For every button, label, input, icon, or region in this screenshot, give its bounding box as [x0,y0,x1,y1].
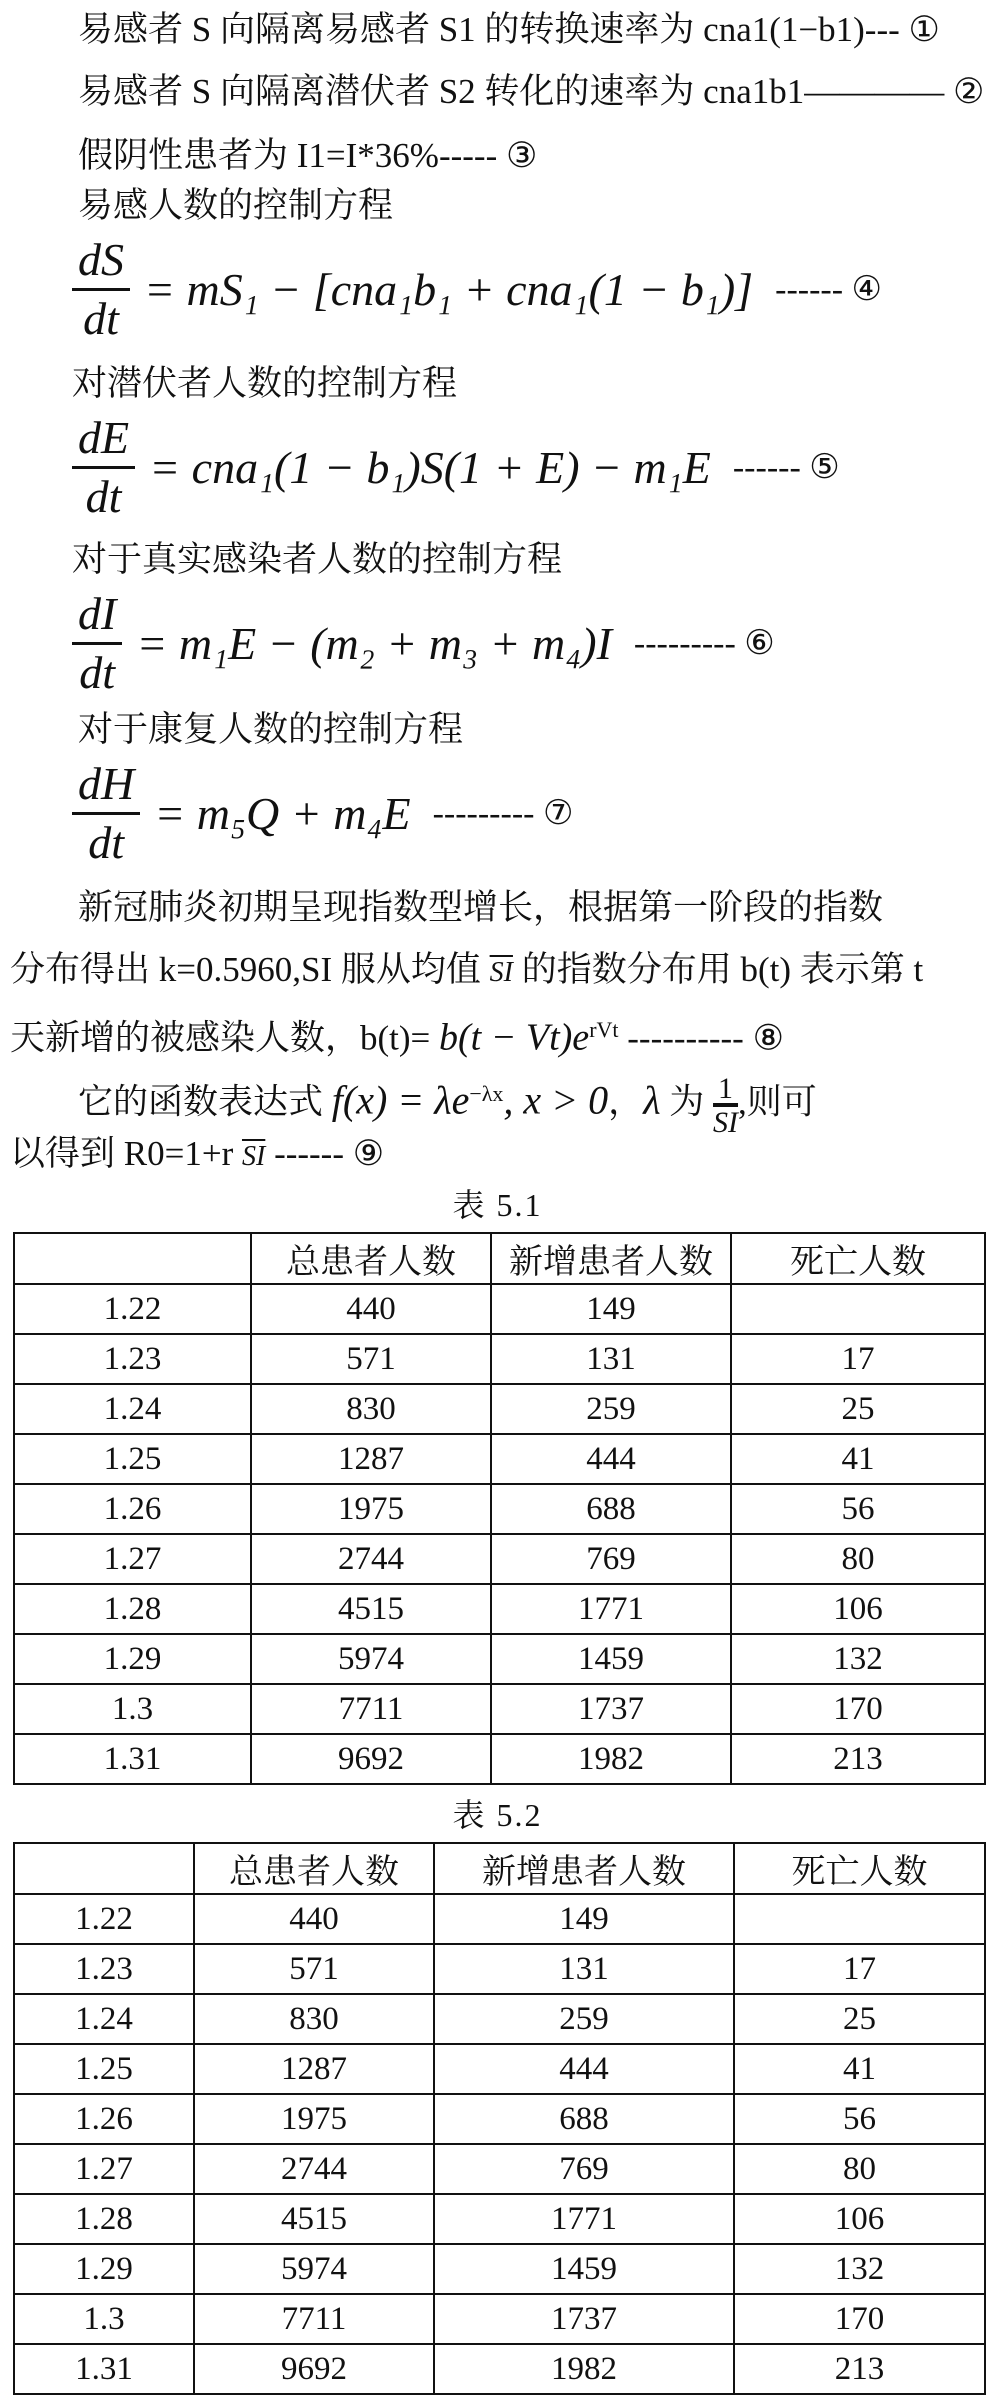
date-cell: 1.28 [14,1584,251,1634]
table-row [14,1994,985,2044]
table-cell: 131 [434,1944,734,1994]
table-cell: 259 [491,1384,731,1434]
table-cell: 1975 [251,1484,491,1534]
paragraph-1-line-3: 天新增的被感染人数，$b(t)= b(t - Vt)e^{rVt}$ ---------- ⑧ [10,1016,784,1059]
table-1 [13,1232,986,1785]
date-cell: 1.3 [14,2294,194,2344]
table-row [14,2294,985,2344]
table-cell: 213 [734,2344,985,2394]
date-cell: 1.31 [14,1734,251,1784]
table-cell: 170 [731,1684,985,1734]
table-row [14,1944,985,1994]
table-cell: 1771 [434,2194,734,2244]
table-cell: 1737 [491,1684,731,1734]
table-cell: 7711 [194,2294,434,2344]
table-row [14,2144,985,2194]
table-cell: 4515 [194,2194,434,2244]
table-cell: 17 [734,1944,985,1994]
date-cell: 1.26 [14,1484,251,1534]
text-line-4: 易感人数的控制方程 [78,186,394,225]
text-line-3: 假阴性患者为 I1=I*36%----- ③ [78,136,538,175]
table-header-cell: 总患者人数 [194,1843,434,1894]
table-cell: 9692 [251,1734,491,1784]
date-cell: 1.29 [14,2244,194,2294]
table-row [14,2044,985,2094]
table-cell: 830 [194,1994,434,2044]
table-row [14,1534,985,1584]
table-cell: 106 [734,2194,985,2244]
table-header-cell: 死亡人数 [731,1233,985,1284]
table-cell: 170 [734,2294,985,2344]
date-cell: 1.27 [14,2144,194,2194]
equation-6: $\frac{dI}{dt}$ = m₁E − (m₂ + m₃ + m₄)I --------- ⑥ [72,586,775,701]
table-cell: 571 [194,1944,434,1994]
table-cell: 25 [731,1384,985,1434]
table-cell: 7711 [251,1684,491,1734]
table-cell: 131 [491,1334,731,1384]
table-cell: 56 [731,1484,985,1534]
table-cell: 132 [734,2244,985,2294]
table-header-cell: 新增患者人数 [491,1233,731,1284]
table-header-row [14,1843,985,1894]
paragraph-1-line-1: 新冠肺炎初期呈现指数型增长，根据第一阶段的指数 [78,888,884,927]
equation-4: $\frac{dS}{dt}$ = mS₁ − [cna₁b₁ + cna₁(1 − b₁)] ------ ④ [72,232,882,347]
table-cell: 440 [251,1284,491,1334]
table-cell: 1982 [491,1734,731,1784]
date-cell: 1.26 [14,2094,194,2144]
table-cell: 1287 [251,1434,491,1484]
paragraph-1-line-2: 分布得出 k=0.5960,SI 服从均值 $\overline{SI}$ 的指数分布用 b(t) 表示第 t [10,950,924,989]
table-cell: 1459 [491,1634,731,1684]
table-row [14,1584,985,1634]
table-cell: 9692 [194,2344,434,2394]
table-row [14,2344,985,2394]
table-cell: 5974 [251,1634,491,1684]
table-cell: 106 [731,1584,985,1634]
table-cell: 444 [491,1434,731,1484]
text-line-2: 易感者 S 向隔离潜伏者 S2 转化的速率为 cna1b1———— ② [78,72,985,111]
table-row [14,1634,985,1684]
date-cell: 1.22 [14,1284,251,1334]
table-row [14,1284,985,1334]
table-cell: 213 [731,1734,985,1784]
table-cell: 41 [734,2044,985,2094]
equation-7: $\frac{dH}{dt}$ = m₅Q + m₄E --------- ⑦ [72,756,573,871]
date-cell: 1.28 [14,2194,194,2244]
table-row [14,1484,985,1534]
date-cell: 1.24 [14,1384,251,1434]
table-cell: 769 [491,1534,731,1584]
text-line-7: 对于康复人数的控制方程 [78,710,464,749]
table-cell: 80 [734,2144,985,2194]
table-row [14,1734,985,1784]
table-cell: 4515 [251,1584,491,1634]
date-cell: 1.27 [14,1534,251,1584]
table-cell: 688 [434,2094,734,2144]
table-header-cell: 死亡人数 [734,1843,985,1894]
table-cell: 41 [731,1434,985,1484]
table-cell: 5974 [194,2244,434,2294]
table-header-cell: 总患者人数 [251,1233,491,1284]
table-1-caption: 表 5.1 [452,1187,543,1223]
table-header-row [14,1233,985,1284]
paragraph-2-line-2: 以得到 R0=1+r $\overline{SI}$ ------ ⑨ [10,1134,385,1173]
table-cell: 830 [251,1384,491,1434]
table-cell: 1975 [194,2094,434,2144]
table-cell: 1771 [491,1584,731,1634]
table-cell: 571 [251,1334,491,1384]
table-row [14,2244,985,2294]
table-cell: 80 [731,1534,985,1584]
table-cell: 1737 [434,2294,734,2344]
date-cell: 1.24 [14,1994,194,2044]
table-cell: 769 [434,2144,734,2194]
text-line-1: 易感者 S 向隔离易感者 S1 的转换速率为 cna1(1−b1)--- ① [78,10,940,49]
table-cell: 259 [434,1994,734,2044]
table-header-cell: 新增患者人数 [434,1843,734,1894]
table-row [14,1384,985,1434]
date-cell: 1.23 [14,1944,194,1994]
date-cell: 1.29 [14,1634,251,1684]
date-cell: 1.31 [14,2344,194,2394]
table-row [14,1334,985,1384]
table-cell: 688 [491,1484,731,1534]
table-header-cell [14,1233,251,1284]
table-cell: 56 [734,2094,985,2144]
date-cell: 1.22 [14,1894,194,1944]
table-cell: 2744 [251,1534,491,1584]
table-cell: 132 [731,1634,985,1684]
table-cell: 2744 [194,2144,434,2194]
text-line-5: 对潜伏者人数的控制方程 [72,364,458,403]
table-header-cell [14,1843,194,1894]
table-cell: 1459 [434,2244,734,2294]
table-cell: 444 [434,2044,734,2094]
date-cell: 1.3 [14,1684,251,1734]
table-2 [13,1842,986,2395]
table-cell: 149 [491,1284,731,1334]
table-cell: 1287 [194,2044,434,2094]
equation-5: $\frac{dE}{dt}$ = cna₁(1 − b₁)S(1 + E) − m₁E ------ ⑤ [72,410,840,525]
table-row [14,2194,985,2244]
table-row [14,1684,985,1734]
date-cell: 1.25 [14,1434,251,1484]
table-2-caption: 表 5.2 [452,1797,543,1833]
text-line-6: 对于真实感染者人数的控制方程 [72,540,563,579]
table-cell: 440 [194,1894,434,1944]
table-cell: 17 [731,1334,985,1384]
table-cell [734,1894,985,1944]
table-cell [731,1284,985,1334]
table-row [14,1894,985,1944]
paragraph-2-line-1: 它的函数表达式 $f(x) = \lambda e^{-\lambda x}$, x > 0，λ 为 $\frac{1}{SI}$ ,则可 [78,1071,817,1139]
table-row [14,2094,985,2144]
table-cell: 149 [434,1894,734,1944]
table-row [14,1434,985,1484]
date-cell: 1.23 [14,1334,251,1384]
table-cell: 25 [734,1994,985,2044]
date-cell: 1.25 [14,2044,194,2094]
table-cell: 1982 [434,2344,734,2394]
